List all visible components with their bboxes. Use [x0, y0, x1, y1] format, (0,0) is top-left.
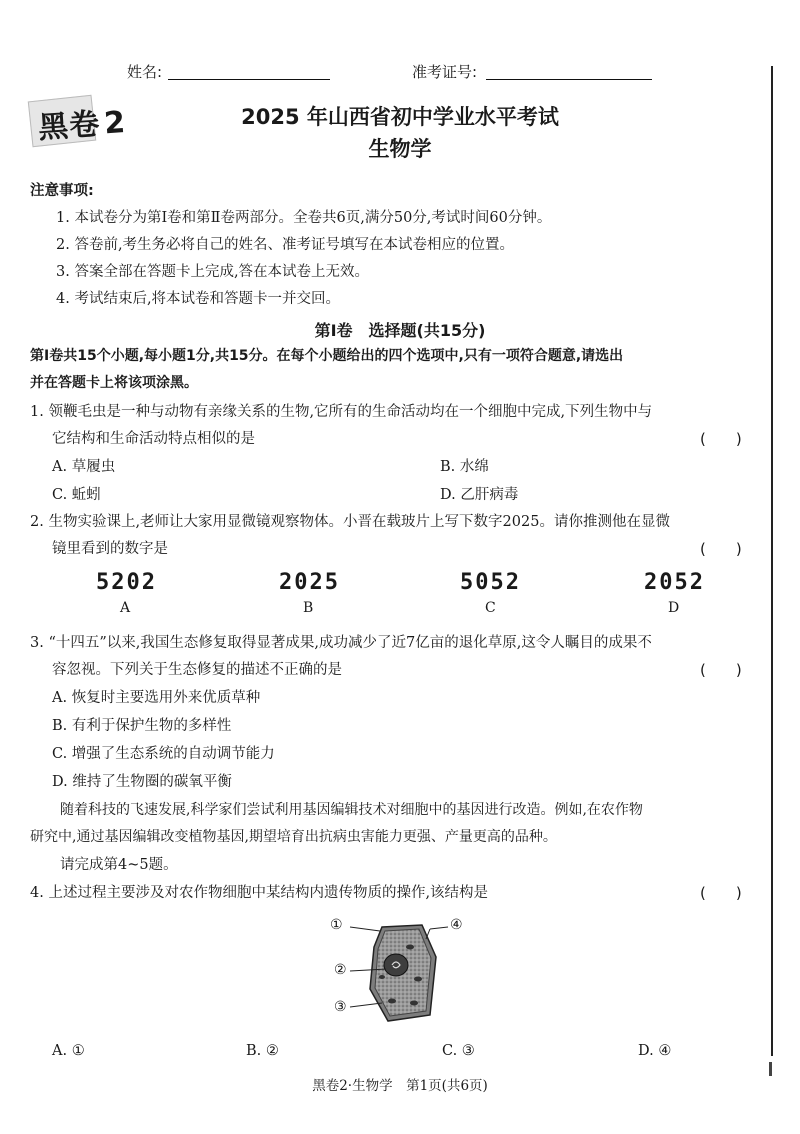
digit-image-d: 2052 — [644, 570, 705, 595]
plant-cell-diagram — [330, 917, 470, 1027]
plant-cell-icon — [330, 917, 470, 1027]
digit-label-c: C — [485, 600, 496, 616]
question-3-stem: 3. “十四五”以来,我国生态修复取得显著成果,成功减少了近7亿亩的退化草原,这令人瞩目的成果不 — [30, 635, 652, 651]
q3-option-d: D. 维持了生物圈的碳氧平衡 — [52, 774, 232, 790]
digit-image-c: 5052 — [460, 570, 521, 595]
digit-label-d: D — [668, 600, 680, 616]
page-right-border — [771, 66, 773, 1056]
question-2-stem: 镜里看到的数字是 — [52, 541, 168, 557]
digit-image-b: 2025 — [279, 570, 340, 595]
page-footer: 黑卷2·生物学 第1页(共6页) — [312, 1078, 488, 1094]
stamp-text: 黑卷 — [37, 106, 102, 147]
notice-item: 3. 答案全部在答题卡上完成,答在本试卷上无效。 — [56, 264, 370, 280]
q3-option-a: A. 恢复时主要选用外来优质草种 — [52, 690, 261, 706]
exam-id-blank[interactable] — [486, 79, 652, 80]
name-blank[interactable] — [168, 79, 330, 80]
notice-item: 1. 本试卷分为第Ⅰ卷和第Ⅱ卷两部分。全卷共6页,满分50分,考试时间60分钟。 — [56, 210, 552, 226]
q3-option-b: B. 有利于保护生物的多样性 — [52, 718, 232, 734]
question-1-stem: 1. 领鞭毛虫是一种与动物有亲缘关系的生物,它所有的生命活动均在一个细胞中完成,下列生物中与 — [30, 404, 653, 420]
q1-option-a: A. 草履虫 — [52, 459, 116, 475]
exam-title: 2025 年山西省初中学业水平考试 — [241, 105, 559, 129]
figure-label-1: ① — [330, 917, 343, 933]
exam-id-label: 准考证号: — [412, 63, 478, 81]
stamp-number: 2 — [102, 104, 128, 142]
answer-paren-q3[interactable]: ( ) — [700, 661, 742, 679]
section-instructions: 第Ⅰ卷共15个小题,每小题1分,共15分。在每个小题给出的四个选项中,只有一项符合题意,请选出 — [30, 348, 624, 364]
digit-label-a: A — [120, 600, 131, 616]
notice-item: 2. 答卷前,考生务必将自己的姓名、准考证号填写在本试卷相应的位置。 — [56, 237, 515, 253]
answer-paren-q1[interactable]: ( ) — [700, 430, 742, 448]
q4-option-a: A. ① — [52, 1043, 85, 1059]
subject-title: 生物学 — [368, 137, 432, 161]
question-3-stem: 容忽视。下列关于生态修复的描述不正确的是 — [52, 662, 342, 678]
notice-heading: 注意事项: — [30, 183, 94, 199]
q4-option-b: B. ② — [246, 1043, 279, 1059]
q4-option-d: D. ④ — [638, 1043, 672, 1059]
digit-label-b: B — [303, 600, 314, 616]
figure-label-4: ④ — [450, 917, 463, 933]
name-label: 姓名: — [127, 63, 163, 81]
figure-label-2: ② — [334, 962, 347, 978]
question-2-stem: 2. 生物实验课上,老师让大家用显微镜观察物体。小晋在载玻片上写下数字2025。请你推测他在显微 — [30, 514, 670, 530]
q3-option-c: C. 增强了生态系统的自动调节能力 — [52, 746, 275, 762]
reading-passage-prompt: 请完成第4~5题。 — [60, 857, 178, 873]
q1-option-c: C. 蚯蚓 — [52, 487, 101, 503]
answer-paren-q2[interactable]: ( ) — [700, 540, 742, 558]
question-1-stem: 它结构和生命活动特点相似的是 — [52, 431, 255, 447]
answer-paren-q4[interactable]: ( ) — [700, 884, 742, 902]
reading-passage: 研究中,通过基因编辑改变植物基因,期望培育出抗病虫害能力更强、产量更高的品种。 — [30, 829, 557, 845]
q1-option-d: D. 乙肝病毒 — [440, 487, 519, 503]
digit-image-a: 5202 — [96, 570, 157, 595]
q4-option-c: C. ③ — [442, 1043, 475, 1059]
figure-label-3: ③ — [334, 999, 347, 1015]
question-4-stem: 4. 上述过程主要涉及对农作物细胞中某结构内遗传物质的操作,该结构是 — [30, 885, 489, 901]
section-title: 第Ⅰ卷 选择题(共15分) — [314, 321, 486, 340]
q1-option-b: B. 水绵 — [440, 459, 489, 475]
notice-item: 4. 考试结束后,将本试卷和答题卡一并交回。 — [56, 291, 341, 307]
reading-passage: 随着科技的飞速发展,科学家们尝试利用基因编辑技术对细胞中的基因进行改造。例如,在农作物 — [60, 802, 643, 818]
section-instructions: 并在答题卡上将该项涂黑。 — [30, 375, 198, 391]
